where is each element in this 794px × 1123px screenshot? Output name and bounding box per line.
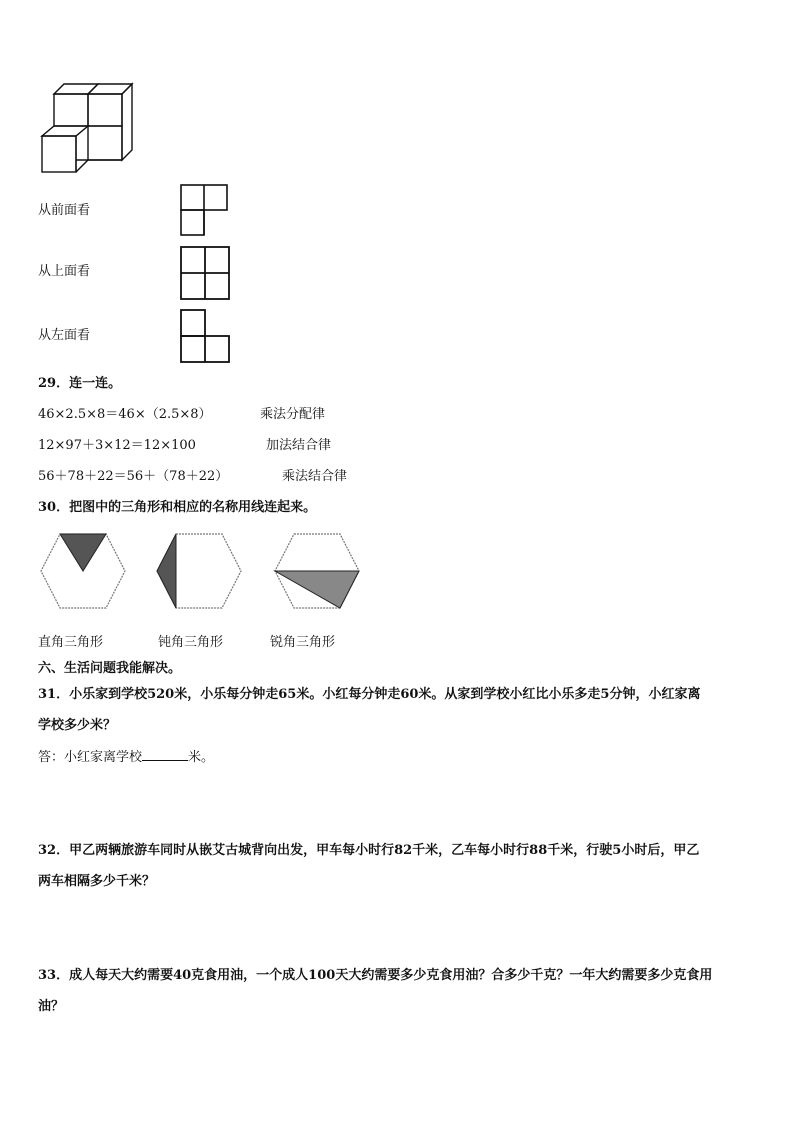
front-view-figure bbox=[180, 184, 228, 236]
left-view-figure bbox=[180, 309, 230, 363]
triangle-name-obtuse: 钝角三角形 bbox=[158, 635, 224, 650]
q31-answer-prefix: 答：小红家离学校 bbox=[38, 750, 143, 765]
hexagon-triangle-3 bbox=[274, 533, 360, 609]
q29-title: 29．连一连。 bbox=[38, 376, 122, 391]
q31-answer bbox=[38, 749, 214, 766]
q31-text-line2: 学校多少米？ bbox=[38, 718, 117, 733]
q29-law-3: 乘法结合律 bbox=[282, 469, 348, 484]
left-view-label: 从左面看 bbox=[38, 328, 91, 343]
cube-stack-figure bbox=[38, 82, 134, 174]
q33-text-line1: 33．成人每天大约需要40克食用油，一个成人100天大约需要多少克食用油？合多少千克？一年大约需要多少克食用 bbox=[38, 968, 713, 983]
q31-answer-suffix: 米。 bbox=[188, 750, 215, 765]
q32-text-line1: 32．甲乙两辆旅游车同时从嵌艾古城背向出发，甲车每小时行82千米，乙车每小时行88千米，行驶5小时后，甲乙 bbox=[38, 843, 700, 858]
front-view-label: 从前面看 bbox=[38, 203, 91, 218]
q31-text-line1: 31．小乐家到学校520米，小乐每分钟走65米。小红每分钟走60米。从家到学校小红比小乐多走5分钟，小红家离 bbox=[38, 687, 701, 702]
q29-law-1: 乘法分配律 bbox=[260, 407, 326, 422]
section-6-heading: 六、生活问题我能解决。 bbox=[38, 661, 182, 676]
q31-answer-blank[interactable] bbox=[142, 749, 188, 761]
triangle-name-acute: 锐角三角形 bbox=[270, 635, 336, 650]
triangle-name-right: 直角三角形 bbox=[38, 635, 104, 650]
q30-title: 30．把图中的三角形和相应的名称用线连起来。 bbox=[38, 500, 317, 515]
hexagon-triangle-2 bbox=[156, 533, 242, 609]
q32-text-line2: 两车相隔多少千米？ bbox=[38, 874, 156, 889]
q29-equation-3: 56＋78＋22＝56＋（78＋22） bbox=[38, 469, 229, 484]
top-view-figure bbox=[180, 246, 230, 300]
top-view-label: 从上面看 bbox=[38, 264, 91, 279]
q29-law-2: 加法结合律 bbox=[266, 438, 332, 453]
q33-text-line2: 油？ bbox=[38, 999, 65, 1014]
q29-equation-1: 46×2.5×8＝46×（2.5×8） bbox=[38, 407, 212, 422]
hexagon-triangle-1 bbox=[40, 533, 126, 609]
q29-equation-2: 12×97＋3×12＝12×100 bbox=[38, 438, 196, 453]
